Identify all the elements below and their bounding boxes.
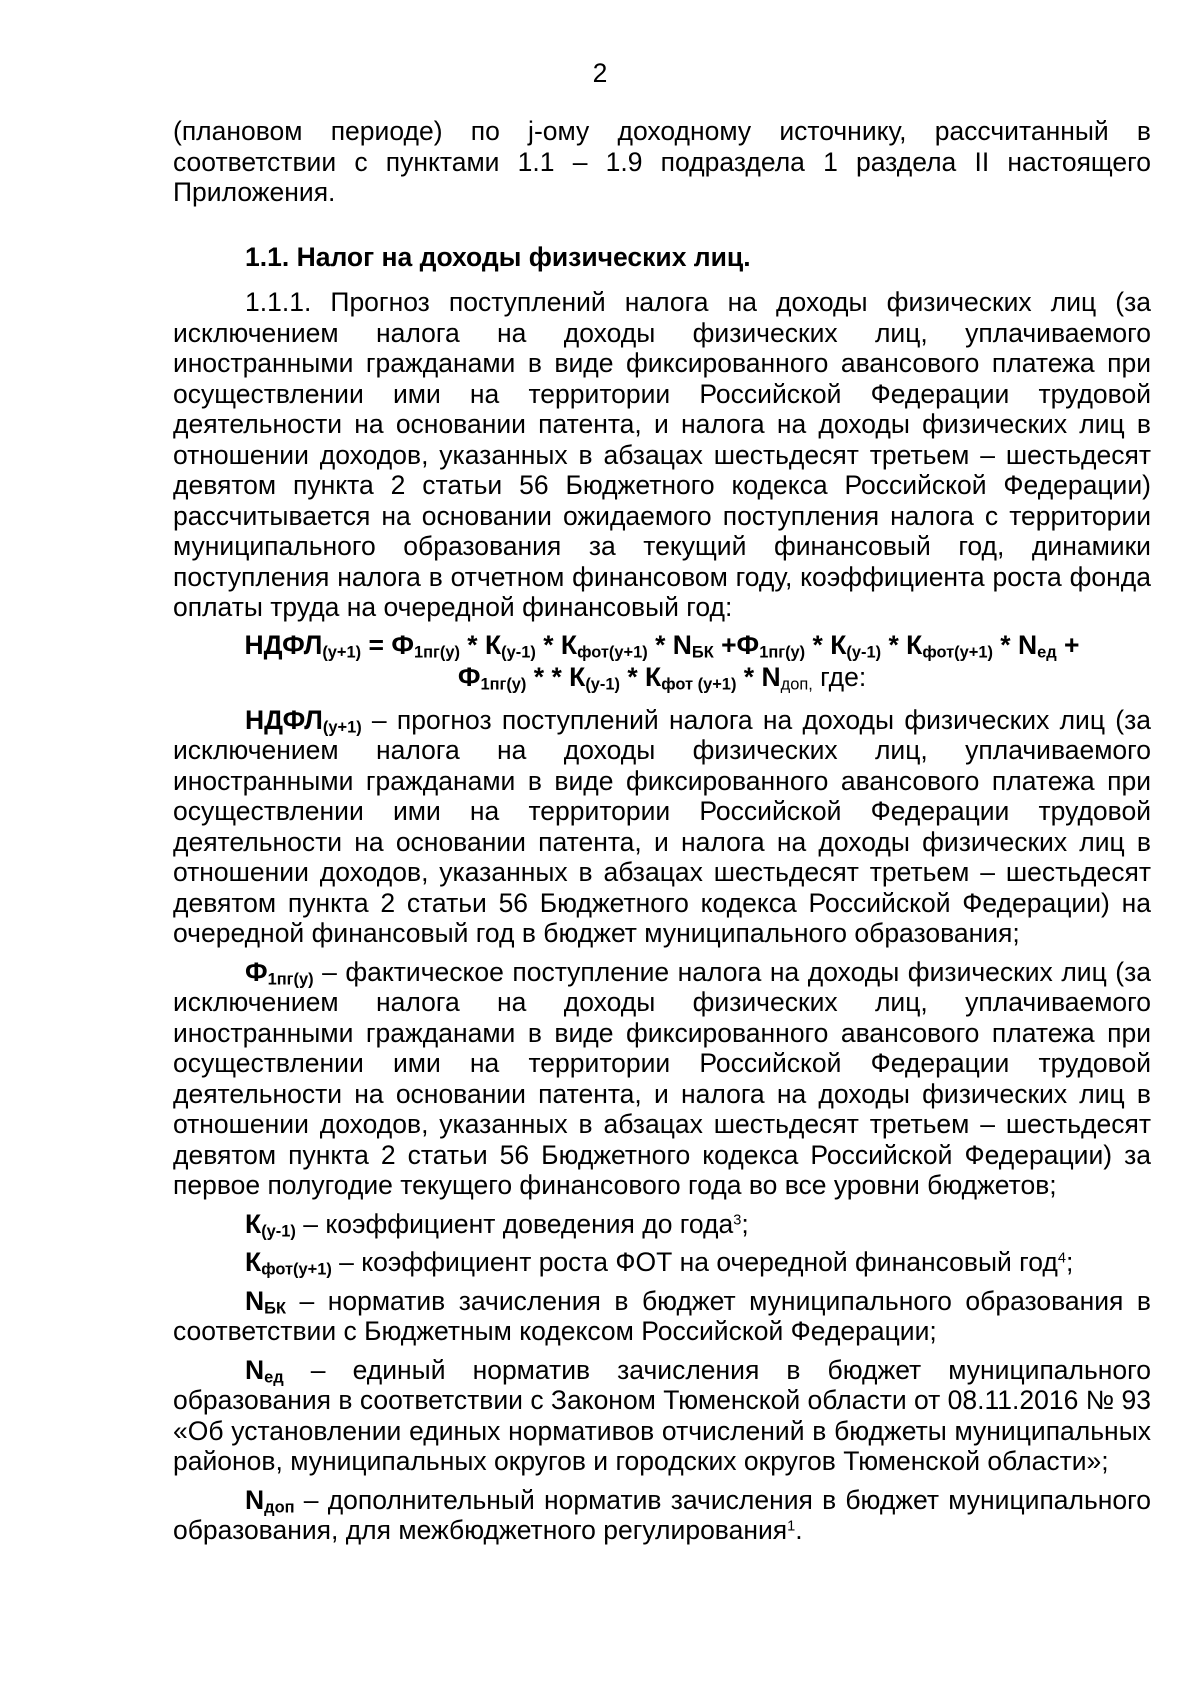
ndfl-formula: $НДФЛ_{(у+1)} = Ф_{1пг(у)} * К_{(у-1)} * К_{фот(у+1)} * N_{БК} +Ф_{1пг(у)} * К_{(у-1)} * К_{фот(у+1)} * N_{ед}$ + $Ф_{1пг(у)}$ * * $К_{(у-1)} * К_{фот (у+1)} * N_{доп,}$ где: <box>244 629 1080 693</box>
definition-f1pg: $Ф_{1пг(у)}$ – фактическое поступление налога на доходы физических лиц (за исключением налога на доходы физических лиц, уплачиваемого иностранными гражданами в виде фиксированного авансового платежа при осуществлении ими на территории Российской Федерации трудовой деятельности на основании патента, и налога на доходы физических лиц в отношении доходов, указанных в абзацах шестьдесят третьем – шестьдесят девятом пункта 2 статьи 56 Бюджетного кодекса Российской Федерации) за первое полугодие текущего финансового года во все уровни бюджетов; <box>173 956 1151 1200</box>
footnote-ref-1: 1 <box>787 1518 796 1535</box>
paragraph-continued: (плановом периоде) по j-ому доходному источнику, рассчитанный в соответствии с пунктами 1.1 – 1.9 подраздела 1 раздела II настоящего Приложения. <box>173 116 1151 207</box>
definition-k: $К_{(у-1)}$ – коэффициент доведения до года$^3$; <box>245 1208 749 1240</box>
definition-ndfl: $НДФЛ_{(у+1)}$ – прогноз поступлений налога на доходы физических лиц (за исключением налога на доходы физических лиц, уплачиваемого иностранными гражданами в виде фиксированного авансового платежа при осуществлении ими на территории Российской Федерации трудовой деятельности на основании патента, и налога на доходы физических лиц в отношении доходов, указанных в абзацах шестьдесят третьем – шестьдесят девятом пункта 2 статьи 56 Бюджетного кодекса Российской Федерации) на очередной финансовый год в бюджет муниципального образования; <box>173 704 1151 948</box>
definition-kfot: $К_{фот(у+1)}$ – коэффициент роста ФОТ на очередной финансовый год$^4$; <box>245 1247 1074 1279</box>
footnote-ref-3: 3 <box>733 1211 742 1228</box>
document-body <box>173 116 1151 1546</box>
definition-ned: $N_{ед}$ – единый норматив зачисления в бюджет муниципального образования в соответствии с Законом Тюменской области от 08.11.2016 № 93 «Об установлении единых нормативов отчислений в бюджеты муниципальных районов, муниципальных округов и городских округов Тюменской области»; <box>173 1354 1151 1476</box>
definition-ndop: $N_{доп}$ – дополнительный норматив зачисления в бюджет муниципального образования, для межбюджетного регулирования$^1$. <box>173 1484 1151 1545</box>
page-number: 2 <box>592 58 608 88</box>
definition-nbk: $N_{БК}$ – норматив зачисления в бюджет муниципального образования в соответствии с Бюджетным кодексом Российской Федерации; <box>173 1285 1151 1346</box>
section-heading: 1.1. Налог на доходы физических лиц. <box>245 241 751 272</box>
paragraph-1-1-1: 1.1.1. Прогноз поступлений налога на доходы физических лиц (за исключением налога на доходы физических лиц, уплачиваемого иностранными гражданами в виде фиксированного авансового платежа при осуществлении ими на территории Российской Федерации трудовой деятельности на основании патента, и налога на доходы физических лиц в отношении доходов, указанных в абзацах шестьдесят третьем – шестьдесят девятом пункта 2 статьи 56 Бюджетного кодекса Российской Федерации) рассчитывается на основании ожидаемого поступления налога с территории муниципального образования за текущий финансовый год, динамики поступления налога в отчетном финансовом году, коэффициента роста фонда оплаты труда на очередной финансовый год: <box>173 287 1151 622</box>
footnote-ref-4: 4 <box>1057 1250 1066 1267</box>
